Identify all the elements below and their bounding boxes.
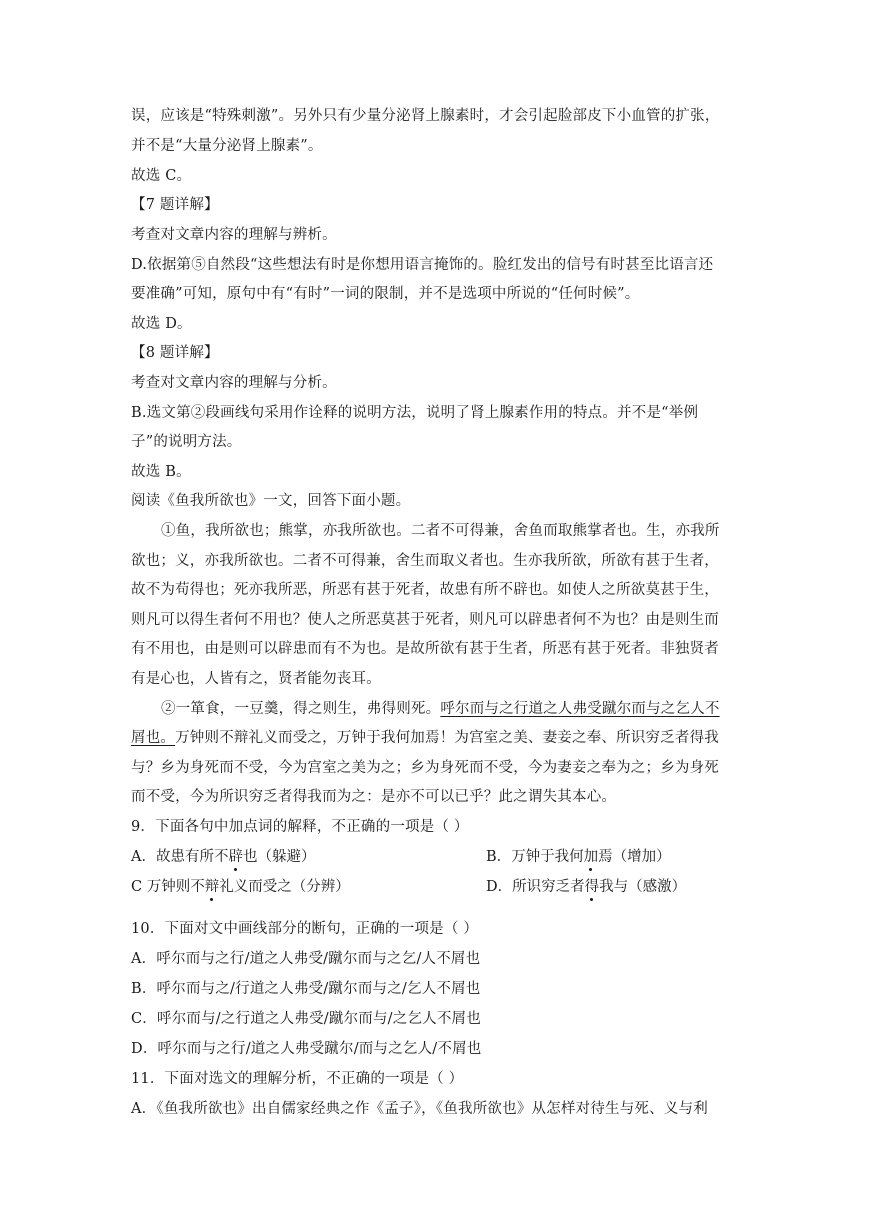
q10-option-d[interactable]: D．呼尔而与之行/道之人弗受蹴尔/而与之乞人/不屑也 bbox=[131, 1041, 482, 1057]
underlined-sentence: 呼尔而与之行道之人弗受蹴尔而与之乞人不 bbox=[440, 701, 720, 717]
q9-option-a[interactable] bbox=[131, 847, 315, 867]
passage-line: ①鱼，我所欲也；熊掌，亦我所欲也。二者不可得兼，舍鱼而取熊掌者也。生，亦我所 bbox=[161, 523, 720, 539]
option-text: D．所识穷乏者 bbox=[486, 879, 585, 895]
option-text: 焉（增加） bbox=[598, 849, 671, 865]
q10-option-b[interactable]: B．呼尔而与之/行道之人弗受/蹴尔而与之/乞人不屑也 bbox=[131, 981, 481, 997]
section-heading: 【7 题详解】 bbox=[131, 197, 219, 213]
reading-instruction: 阅读《鱼我所欲也》一文，回答下面小题。 bbox=[131, 493, 411, 509]
passage-line: 故不为苟得也；死亦我所恶，所恶有甚于死者，故患有所不辟也。如使人之所欲莫甚于生， bbox=[131, 582, 719, 598]
text-line: D.依据第⑤自然段“这些想法有时是你想用语言掩饰的。脸红发出的信号有时甚至比语言还 bbox=[131, 257, 714, 273]
dotted-char: 得 bbox=[584, 879, 600, 895]
text-line: B.选文第②段画线句采用作诠释的说明方法，说明了肾上腺素作用的特点。并不是“举例 bbox=[131, 405, 699, 421]
passage-text: 万钟则不辩礼义而受之，万钟于我何加焉！为宫室之美、妻妾之奉、所识穷乏者得我 bbox=[175, 730, 720, 746]
passage-line bbox=[161, 699, 741, 719]
passage-line: 有不用也，由是则可以辟患而有不为也。是故所欲有甚于生者，所恶有甚于死者。非独贤者 bbox=[131, 641, 719, 657]
text-line: 考查对文章内容的理解与辨析。 bbox=[131, 227, 337, 243]
text-line: 并不是“大量分泌肾上腺素”。 bbox=[131, 138, 323, 154]
q10-option-c[interactable]: C．呼尔而与/之行道之人弗受/蹴尔而与/之乞人不屑也 bbox=[131, 1011, 481, 1027]
text-line: 故选 D。 bbox=[131, 316, 192, 332]
option-text: 也（躲避） bbox=[242, 849, 316, 865]
underlined-sentence: 屑也。 bbox=[131, 730, 176, 746]
text-line: 要准确”可知，原句中有“有时”一词的限制，并不是选项中所说的“任何时候”。 bbox=[131, 286, 640, 302]
passage-line: 欲也；义，亦我所欲也。二者不可得兼，舍生而取义者也。生亦我所欲，所欲有甚于生者， bbox=[131, 553, 719, 569]
q9-option-b[interactable] bbox=[486, 847, 671, 867]
text-line: 故选 C。 bbox=[131, 168, 192, 184]
passage-line bbox=[131, 728, 741, 748]
dotted-char: 辟 bbox=[228, 849, 243, 865]
option-text: B．万钟于我何 bbox=[486, 849, 584, 865]
passage-text: ②一箪食，一豆羹，得之则生，弗得则死。 bbox=[161, 701, 441, 717]
dotted-char: 辩 bbox=[204, 879, 220, 895]
question-11-stem: 11．下面对选文的理解分析，不正确的一项是（ ） bbox=[131, 1071, 464, 1087]
q9-option-d[interactable] bbox=[486, 877, 686, 897]
dotted-char: 加 bbox=[583, 849, 599, 865]
text-line: 子”的说明方法。 bbox=[131, 434, 242, 450]
option-text: A．故患有所不 bbox=[131, 849, 229, 865]
option-text: C 万钟则不 bbox=[131, 879, 205, 895]
q9-option-c[interactable] bbox=[131, 877, 350, 897]
q11-option-a[interactable]: A．《鱼我所欲也》出自儒家经典之作《孟子》，《鱼我所欲也》从怎样对待生与死、义与利 bbox=[131, 1101, 708, 1117]
passage-line: 则凡可以得生者何不用也？使人之所恶莫甚于死者，则凡可以辟患者何不为也？由是则生而 bbox=[131, 612, 719, 628]
q10-option-a[interactable]: A．呼尔而与之行/道之人弗受/蹴尔而与之乞/人不屑也 bbox=[131, 951, 481, 967]
section-heading: 【8 题详解】 bbox=[131, 345, 219, 361]
question-9-stem: 9．下面各句中加点词的解释，不正确的一项是（ ） bbox=[131, 819, 469, 835]
passage-line: 而不受，今为所识穷乏者得我而为之：是亦不可以已乎？此之谓失其本心。 bbox=[131, 789, 617, 805]
text-line: 误，应该是“特殊刺激”。另外只有少量分泌肾上腺素时，才会引起脸部皮下小血管的扩张， bbox=[131, 108, 720, 124]
text-line: 考查对文章内容的理解与分析。 bbox=[131, 375, 337, 391]
option-text: 礼义而受之（分辨） bbox=[219, 879, 350, 895]
passage-line: 与？乡为身死而不受，今为宫室之美为之；乡为身死而不受，今为妻妾之奉为之；乡为身死 bbox=[131, 760, 719, 776]
passage-line: 有是心也，人皆有之，贤者能勿丧耳。 bbox=[131, 671, 381, 687]
question-10-stem: 10．下面对文中画线部分的断句，正确的一项是（ ） bbox=[131, 921, 479, 937]
text-line: 故选 B。 bbox=[131, 464, 191, 480]
option-text: 我与（感激） bbox=[599, 879, 687, 895]
